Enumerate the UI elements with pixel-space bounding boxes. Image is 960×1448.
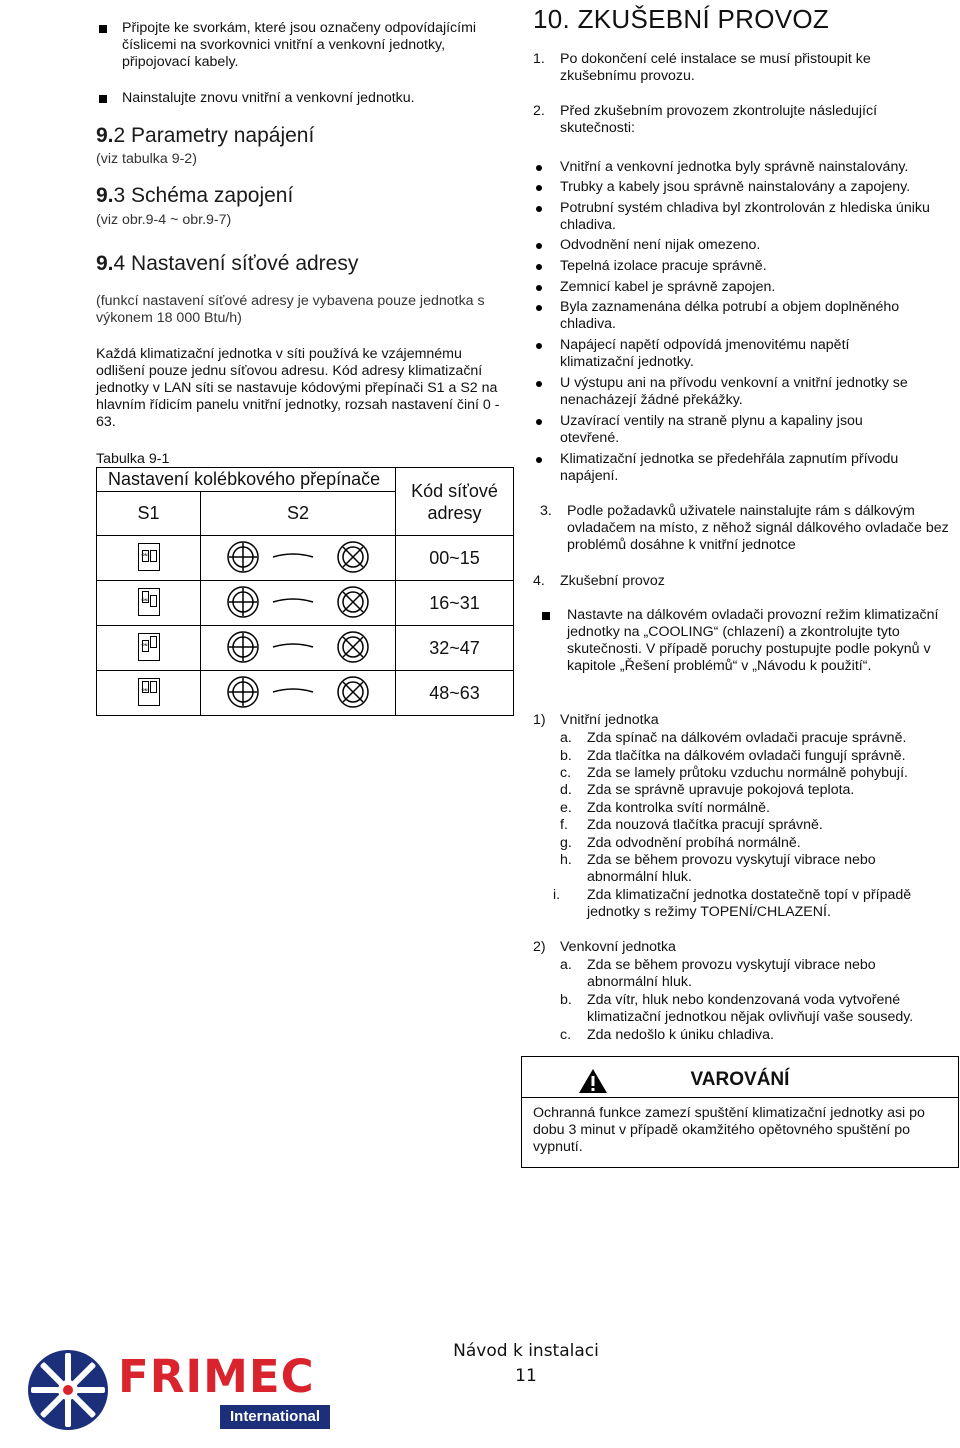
list-item: Zda se správně upravuje pokojová teplota. [587, 782, 855, 798]
check-item: Potrubní systém chladiva byl zkontrolován z hlediska úniku chladiva. [560, 200, 930, 233]
frimec-logo [20, 1345, 340, 1435]
list-letter: g. [560, 835, 572, 851]
list-letter: e. [560, 800, 572, 816]
list-letter: f. [560, 817, 568, 833]
bullet-dot-icon [536, 165, 542, 171]
list-item: Zda odvodnění probíhá normálně. [587, 835, 801, 851]
check-item: Uzavírací ventily na straně plynu a kapaliny jsou otevřené. [560, 413, 863, 446]
s2-rotary-switches [201, 536, 396, 581]
list-item: Zda nouzová tlačítka pracují správně. [587, 817, 823, 833]
bullet-dot-icon [536, 343, 542, 349]
table-row [97, 671, 514, 716]
bullet-square-icon [542, 612, 550, 620]
check-item: Napájecí napětí odpovídá jmenovitému napětí klimatizační jednotky. [560, 337, 850, 370]
list-letter: i. [553, 887, 561, 903]
table-row [97, 536, 514, 581]
list-item: Zda tlačítka na dálkovém ovladači fungují správně. [587, 748, 906, 764]
section-9-2-ref: (viz tabulka 9-2) [96, 151, 197, 167]
logo-wordmark: FRIMEC [118, 1350, 315, 1403]
check-item: Klimatizační jednotka se předehřála zapnutím přívodu napájení. [560, 451, 899, 484]
s2-rotary-switches [201, 626, 396, 671]
logo-subtitle: International [220, 1405, 330, 1429]
dip-switch-icon: ON [138, 543, 160, 571]
list-item: Zda se lamely průtoku vzduchu normálně pohybují. [587, 765, 908, 781]
warning-divider [522, 1097, 958, 1098]
list-letter: b. [560, 992, 572, 1008]
s1-dip-switch [97, 581, 201, 626]
list-letter: a. [560, 730, 572, 746]
bullet-dot-icon [536, 285, 542, 291]
section-9-4-heading: 9.4 Nastavení síťové adresy [96, 252, 359, 275]
table-row [97, 626, 514, 671]
outdoor-unit-title: Venkovní jednotka [560, 939, 676, 955]
list-letter: a. [560, 957, 572, 973]
address-switch-table [96, 467, 514, 716]
bullet-dot-icon [536, 457, 542, 463]
s2-rotary-switches [201, 671, 396, 716]
bullet-dot-icon [536, 264, 542, 270]
list-item: Zda spínač na dálkovém ovladači pracuje správně. [587, 730, 907, 746]
list-letter: h. [560, 852, 572, 868]
rotary-switch-pair-icon [203, 582, 393, 622]
table-header-s1: S1 [97, 492, 201, 536]
list-letter: c. [560, 765, 572, 781]
item-text: Po dokončení celé instalace se musí přistoupit ke zkušebnímu provozu. [560, 51, 871, 84]
footer-manual-title: Návod k instalaci [453, 1341, 599, 1361]
list-item: Zda se během provozu vyskytují vibrace nebo abnormální hluk. [587, 852, 876, 885]
bullet-dot-icon [536, 206, 542, 212]
section-9-3-heading: 9.3 Schéma zapojení [96, 184, 294, 207]
address-code-cell: 48~63 [396, 671, 514, 716]
s1-dip-switch [97, 671, 201, 716]
item-number: 1. [533, 51, 545, 67]
check-item: Tepelná izolace pracuje správně. [560, 258, 767, 274]
section-9-3-ref: (viz obr.9-4 ~ obr.9-7) [96, 212, 232, 228]
check-item: U výstupu ani na přívodu venkovní a vnitřní jednotky se nenacházejí žádné překážky. [560, 375, 908, 408]
warning-title: VAROVÁNÍ [690, 1069, 790, 1090]
check-item: Byla zaznamenána délka potrubí a objem doplněného chladiva. [560, 299, 900, 332]
warning-box [521, 1056, 959, 1168]
item-number: 2. [533, 103, 545, 119]
item-text: Před zkušebním provozem zkontrolujte následující skutečnosti: [560, 103, 878, 136]
list-letter: c. [560, 1027, 572, 1043]
list-letter: b. [560, 748, 572, 764]
item-number: 1) [533, 712, 546, 728]
table-header-code: Kód síťové adresy [396, 468, 514, 536]
s2-rotary-switches [201, 581, 396, 626]
item-number: 4. [533, 573, 545, 589]
page-number: 11 [515, 1366, 537, 1386]
check-item: Zemnicí kabel je správně zapojen. [560, 279, 776, 295]
rotary-switch-pair-icon [203, 672, 393, 712]
bullet-dot-icon [536, 419, 542, 425]
section-9-2-heading: 9.2 Parametry napájení [96, 124, 315, 147]
table-header-switch: Nastavení kolébkového přepínače [97, 468, 396, 492]
address-code-cell: 16~31 [396, 581, 514, 626]
table-row [97, 581, 514, 626]
bullet-square-icon [99, 25, 107, 33]
check-item: Trubky a kabely jsou správně nainstalovány a zapojeny. [560, 179, 911, 195]
bullet-dot-icon [536, 305, 542, 311]
bullet-dot-icon [536, 185, 542, 191]
table-header-s2: S2 [201, 492, 396, 536]
section-9-4-body: Každá klimatizační jednotka v síti používá ke vzájemnému odlišení pouze jednu síťovou adresu. Kód adresy klimatizační jednotky v LAN síti se nastavuje kódovými přepínači S1 a S2 na hlavním řídicím panelu vnitřní jednotky, rozsah nastavení činí 0 - 63. [96, 346, 500, 430]
bullet-dot-icon [536, 243, 542, 249]
table-caption: Tabulka 9-1 [96, 451, 170, 467]
list-item: Zda nedošlo k úniku chladiva. [587, 1027, 774, 1043]
rotary-switch-pair-icon [203, 537, 393, 577]
dip-switch-icon: ON [138, 588, 160, 616]
check-item: Vnitřní a venkovní jednotka byly správně nainstalovány. [560, 159, 909, 175]
list-item: Zda se během provozu vyskytují vibrace nebo abnormální hluk. [587, 957, 876, 990]
bullet-text: Nainstalujte znovu vnitřní a venkovní jednotku. [122, 90, 415, 106]
address-code-cell: 00~15 [396, 536, 514, 581]
mode-instruction: Nastavte na dálkovém ovladači provozní režim klimatizační jednotky na „COOLING“ (chlazení) a zkontrolujte tyto skutečnosti. V případě poruchy postupujte podle pokynů v kapitole „Řešení problémů“ v „Návodu k použití“. [567, 607, 939, 674]
s1-dip-switch [97, 626, 201, 671]
check-item: Odvodnění není nijak omezeno. [560, 237, 761, 253]
item-number: 3. [540, 503, 552, 519]
list-item: Zda klimatizační jednotka dostatečně topí v případě jednotky s režimy TOPENÍ/CHLAZENÍ. [587, 887, 912, 920]
item-text: Podle požadavků uživatele nainstalujte rám s dálkovým ovladačem na místo, z něhož signál dálkového ovladače bez problémů dosáhne k vnitřní jednotce [567, 503, 949, 553]
warning-text: Ochranná funkce zamezí spuštění klimatizační jednotky asi po dobu 3 minut v případě okamžitého opětovného spuštění po vypnutí. [533, 1105, 925, 1155]
logo-fan-icon [20, 1347, 116, 1433]
list-letter: d. [560, 782, 572, 798]
bullet-square-icon [99, 95, 107, 103]
item-number: 2) [533, 939, 546, 955]
bullet-text: Připojte ke svorkám, které jsou označeny odpovídajícími číslicemi na svorkovnici vnitřní a venkovní jednotky, připojovací kabely. [122, 20, 477, 70]
bullet-dot-icon [536, 381, 542, 387]
indoor-unit-title: Vnitřní jednotka [560, 712, 659, 728]
dip-switch-icon: ON [138, 633, 160, 661]
s1-dip-switch [97, 536, 201, 581]
address-code-cell: 32~47 [396, 626, 514, 671]
dip-switch-icon: ON [138, 678, 160, 706]
rotary-switch-pair-icon [203, 627, 393, 667]
section-9-4-note: (funkcí nastavení síťové adresy je vybavena pouze jednotka s výkonem 18 000 Btu/h) [96, 293, 485, 326]
list-item: Zda kontrolka svítí normálně. [587, 800, 770, 816]
section-10-title: 10. ZKUŠEBNÍ PROVOZ [533, 4, 830, 34]
list-item: Zda vítr, hluk nebo kondenzovaná voda vytvořené klimatizační jednotkou nějak ovlivňují vaše sousedy. [587, 992, 914, 1025]
item-text: Zkušební provoz [560, 573, 665, 589]
